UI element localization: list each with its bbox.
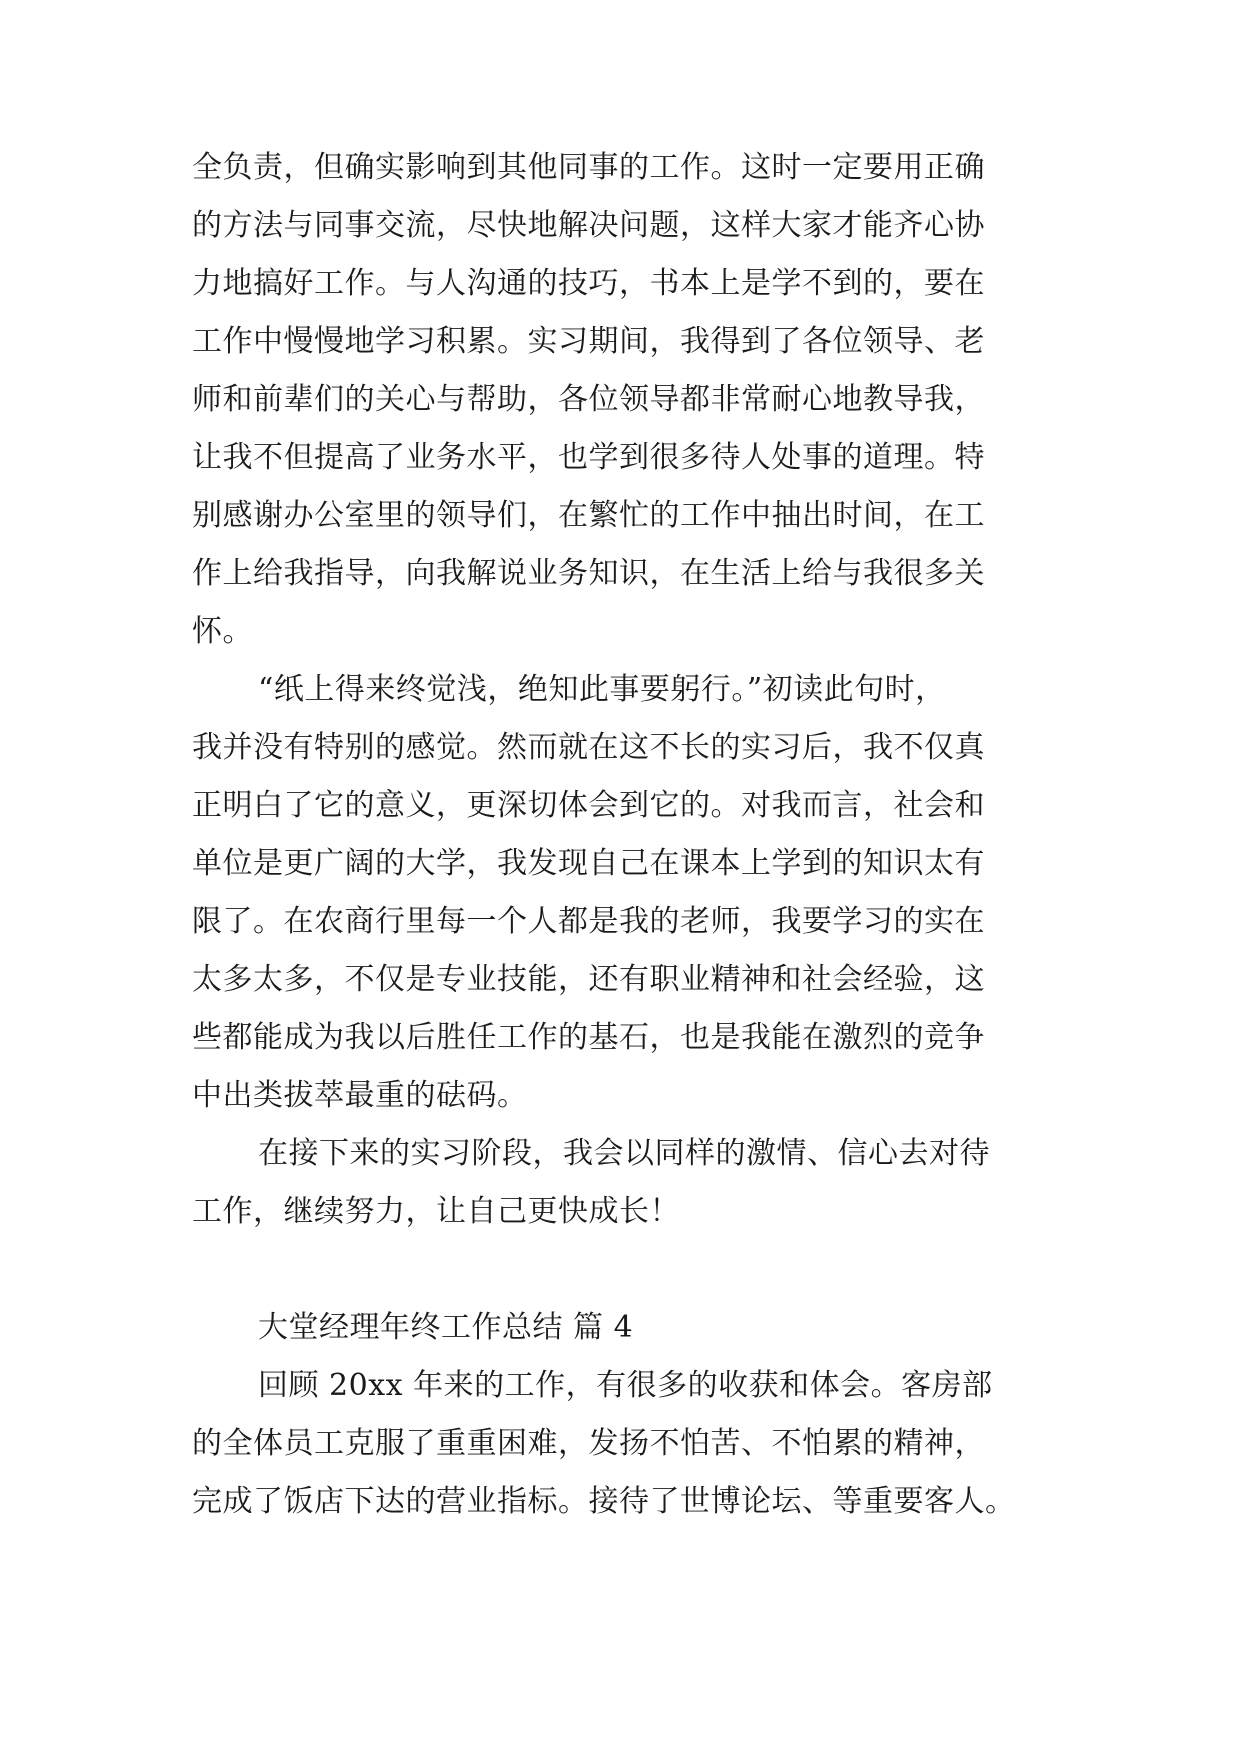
paragraph-line: 别感谢办公室里的领导们，在繁忙的工作中抽出时间，在工 [192,498,985,533]
paragraph-line: 的全体员工克服了重重困难，发扬不怕苦、不怕累的精神， [192,1426,985,1461]
paragraph-line: 正明白了它的意义，更深切体会到它的。对我而言，社会和 [192,788,985,823]
paragraph-line: 单位是更广阔的大学，我发现自己在课本上学到的知识太有 [192,846,985,881]
paragraph-line: 工作，继续努力，让自己更快成长！ [192,1194,680,1229]
paragraph-line: 些都能成为我以后胜任工作的基石，也是我能在激烈的竞争 [192,1020,985,1055]
paragraph-line: “纸上得来终觉浅，绝知此事要躬行。”初读此句时， [258,672,946,707]
paragraph-line: 作上给我指导，向我解说业务知识，在生活上给与我很多关 [192,556,985,591]
paragraph-line: 限了。在农商行里每一个人都是我的老师，我要学习的实在 [192,904,985,939]
section-heading: 大堂经理年终工作总结 篇 4 [258,1310,634,1345]
paragraph-line: 师和前辈们的关心与帮助，各位领导都非常耐心地教导我， [192,382,985,417]
paragraph-line: 怀。 [192,614,253,649]
paragraph-line: 让我不但提高了业务水平，也学到很多待人处事的道理。特 [192,440,985,475]
paragraph-line: 力地搞好工作。与人沟通的技巧，书本上是学不到的，要在 [192,266,985,301]
paragraph-line: 回顾 20xx 年来的工作，有很多的收获和体会。客房部 [258,1368,993,1403]
paragraph-line: 完成了饭店下达的营业指标。接待了世博论坛、等重要客人。 [192,1484,1016,1519]
paragraph-line: 全负责，但确实影响到其他同事的工作。这时一定要用正确 [192,150,985,185]
paragraph-line: 在接下来的实习阶段，我会以同样的激情、信心去对待 [258,1136,990,1171]
paragraph-line: 太多太多，不仅是专业技能，还有职业精神和社会经验，这 [192,962,985,997]
paragraph-line: 的方法与同事交流，尽快地解决问题，这样大家才能齐心协 [192,208,985,243]
paragraph-line: 工作中慢慢地学习积累。实习期间，我得到了各位领导、老 [192,324,985,359]
paragraph-line: 我并没有特别的感觉。然而就在这不长的实习后，我不仅真 [192,730,985,765]
paragraph-line: 中出类拔萃最重的砝码。 [192,1078,528,1113]
